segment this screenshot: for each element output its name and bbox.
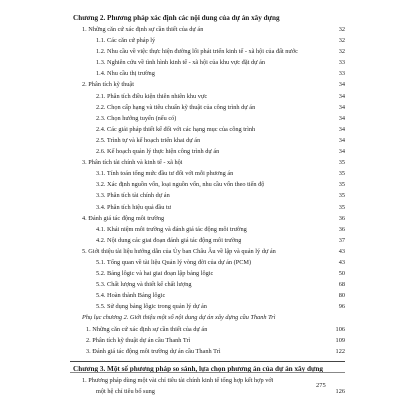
toc-entry-label: 5. Giới thiệu tài liệu hướng dẫn của Ủy ban Châu Âu về lập và quản lý dự án [82,247,276,255]
toc-entry-page: 32 [338,48,345,56]
bottom-divider [70,372,345,373]
toc-entry [70,386,345,397]
toc-entry-page: 32 [338,37,345,45]
toc-entry [70,113,345,124]
toc-entry [70,24,345,35]
chapter-2-heading: Chương 2. Phương pháp xác định các nội dung của dự án xây dựng [73,14,280,22]
toc-entry-label: 5.2. Bảng lôgic và hai giai đoạn lập bảng lôgic [96,270,214,278]
toc-entry-label: 2.2. Chọn cấp hạng và tiêu chuẩn kỹ thuật của công trình dự án [96,103,256,111]
toc-entry-page: 34 [338,136,345,144]
toc-entry-page: 126 [335,387,345,395]
toc-entry-page: 35 [338,203,345,211]
toc-entry [70,335,345,346]
toc-entry [70,35,345,46]
toc-entry [70,375,345,386]
toc-entry [70,279,345,290]
toc-entry-page: 35 [338,192,345,200]
toc-entry [70,46,345,57]
toc-entry [70,157,345,168]
table-of-contents [70,12,345,397]
toc-entry-page: 34 [338,114,345,122]
toc-entry-label: Phụ lục chương 2. Giới thiệu một số nội dung dự án xây dựng cầu Thanh Trì [82,314,276,322]
toc-entry-label: 2.6. Kế hoạch quản lý thực hiện công trình dự án [96,148,220,156]
toc-entry-label: 4. Đánh giá tác động môi trường [82,214,165,222]
toc-entry-label: 3.2. Xác định nguồn vốn, loại nguồn vốn, nhu cầu vốn theo tiến độ [96,181,265,189]
toc-entry [70,190,345,201]
toc-entry-label: 3. Phân tích tài chính và kinh tế - xã hội [82,159,183,167]
toc-entry-page: 50 [338,270,345,278]
toc-entry [70,124,345,135]
toc-entry-page: 36 [338,225,345,233]
toc-entry-label: 5.5. Sử dụng bảng lôgic trong quản lý dự án [96,303,207,311]
toc-entry-page: 34 [338,81,345,89]
toc-entry-page: 35 [338,181,345,189]
toc-entry-page: 35 [338,159,345,167]
toc-entry-page: 34 [338,148,345,156]
toc-entry [70,213,345,224]
toc-entry-page: 36 [338,214,345,222]
toc-entry-page: 109 [335,336,345,344]
toc-entry-label: 1.2. Nhu cầu về việc thực hiện đường lối phát triển kinh tế - xã hội của đất nước [96,48,298,56]
toc-entry-label: 3.3. Phân tích tài chính dự án [96,192,170,200]
toc-entry-page: 35 [338,170,345,178]
chapter-3-heading: Chương 3. Một số phương pháp so sánh, lựa chọn phương án của dự án xây dựng [70,361,345,375]
toc-entry [70,224,345,235]
toc-entry-label: 2.5. Trình tự và kế hoạch triển khai dự án [96,136,201,144]
toc-entry-page: 43 [338,247,345,255]
toc-entry-label: 1. Những căn cứ xác định sự cần thiết của dự án [82,26,204,33]
toc-entry [70,235,345,246]
toc-entry-page: 32 [338,26,345,33]
toc-entry-label: 2.4. Các giải pháp thiết kế đối với các hạng mục của công trình [96,125,256,133]
toc-entry [70,91,345,102]
chapter-2-entries [70,24,345,357]
toc-entry-label: 1. Phương pháp dùng một vài chỉ tiêu tài chính kinh tế tổng hợp kết hợp với [82,376,274,384]
toc-entry [70,57,345,68]
toc-entry [70,168,345,179]
toc-entry-label: 2.1. Phân tích điều kiện thiên nhiên khu vực [96,92,208,100]
toc-entry-page: 96 [338,303,345,311]
toc-entry-page: 122 [335,347,345,355]
toc-entry-label: 1.3. Nghiên cứu về tình hình kinh tế - xã hội của khu vực đặt dự án [96,59,266,67]
toc-entry-label: 3.1. Tính toán tổng mức đầu tư đối với mỗi phương án [96,170,234,178]
toc-entry-label: một hệ chỉ tiêu bổ sung [96,387,155,395]
toc-entry-label: 5.1. Tổng quan về tài liệu Quản lý vòng đời của dự án (PCM) [96,258,252,266]
toc-entry [70,179,345,190]
toc-entry-label: 1.4. Nhu cầu thị trường [96,70,155,78]
toc-entry-page: 34 [338,103,345,111]
toc-entry-label: 2.3. Chọn hướng tuyến (nếu có) [96,114,177,122]
toc-entry [70,346,345,357]
page-number: 275 [316,382,326,389]
toc-entry-page: 33 [338,59,345,67]
toc-entry [70,102,345,113]
toc-entry-page: 80 [338,292,345,300]
toc-entry-label: 5.4. Hoàn thành Bảng lôgic [96,292,166,300]
toc-entry [70,290,345,301]
toc-entry-label: 3.4. Phân tích hiệu quả đầu tư [96,203,172,211]
toc-entry-label: 1.1. Các căn cứ pháp lý [96,37,156,45]
toc-entry-label: 3. Đánh giá tác động môi trường dự án cầu Thanh Trì [86,347,221,355]
toc-entry-page: 106 [335,325,345,333]
toc-entry-page: 34 [338,125,345,133]
toc-entry [70,68,345,79]
toc-entry [70,79,345,90]
toc-entry-label: 5.3. Chất lượng và thiết kế chất lượng [96,281,192,289]
toc-entry [70,202,345,213]
toc-entry-label: 1. Những căn cứ xác định sự cần thiết của dự án [86,325,208,333]
toc-entry-label: 2. Phân tích kỹ thuật [82,81,134,89]
toc-entry-page: 34 [338,92,345,100]
toc-entry-label: 4.2. Nội dung các giai đoạn đánh giá tác động môi trường [96,236,242,244]
toc-entry [70,312,345,323]
toc-entry [70,324,345,335]
toc-entry-page: 37 [338,236,345,244]
toc-entry-label: 2. Phân tích kỹ thuật dự án cầu Thanh Trì [86,336,191,344]
toc-entry [70,257,345,268]
toc-entry [70,246,345,257]
toc-entry-page: 33 [338,70,345,78]
toc-entry [70,135,345,146]
toc-entry-page: 68 [338,281,345,289]
toc-entry-label: 4.1. Khái niệm môi trường và đánh giá tác động môi trường [96,225,247,233]
toc-entry [70,268,345,279]
chapter-3-entries [70,375,345,397]
toc-entry [70,146,345,157]
toc-entry [70,301,345,312]
toc-entry-page: 43 [338,258,345,266]
